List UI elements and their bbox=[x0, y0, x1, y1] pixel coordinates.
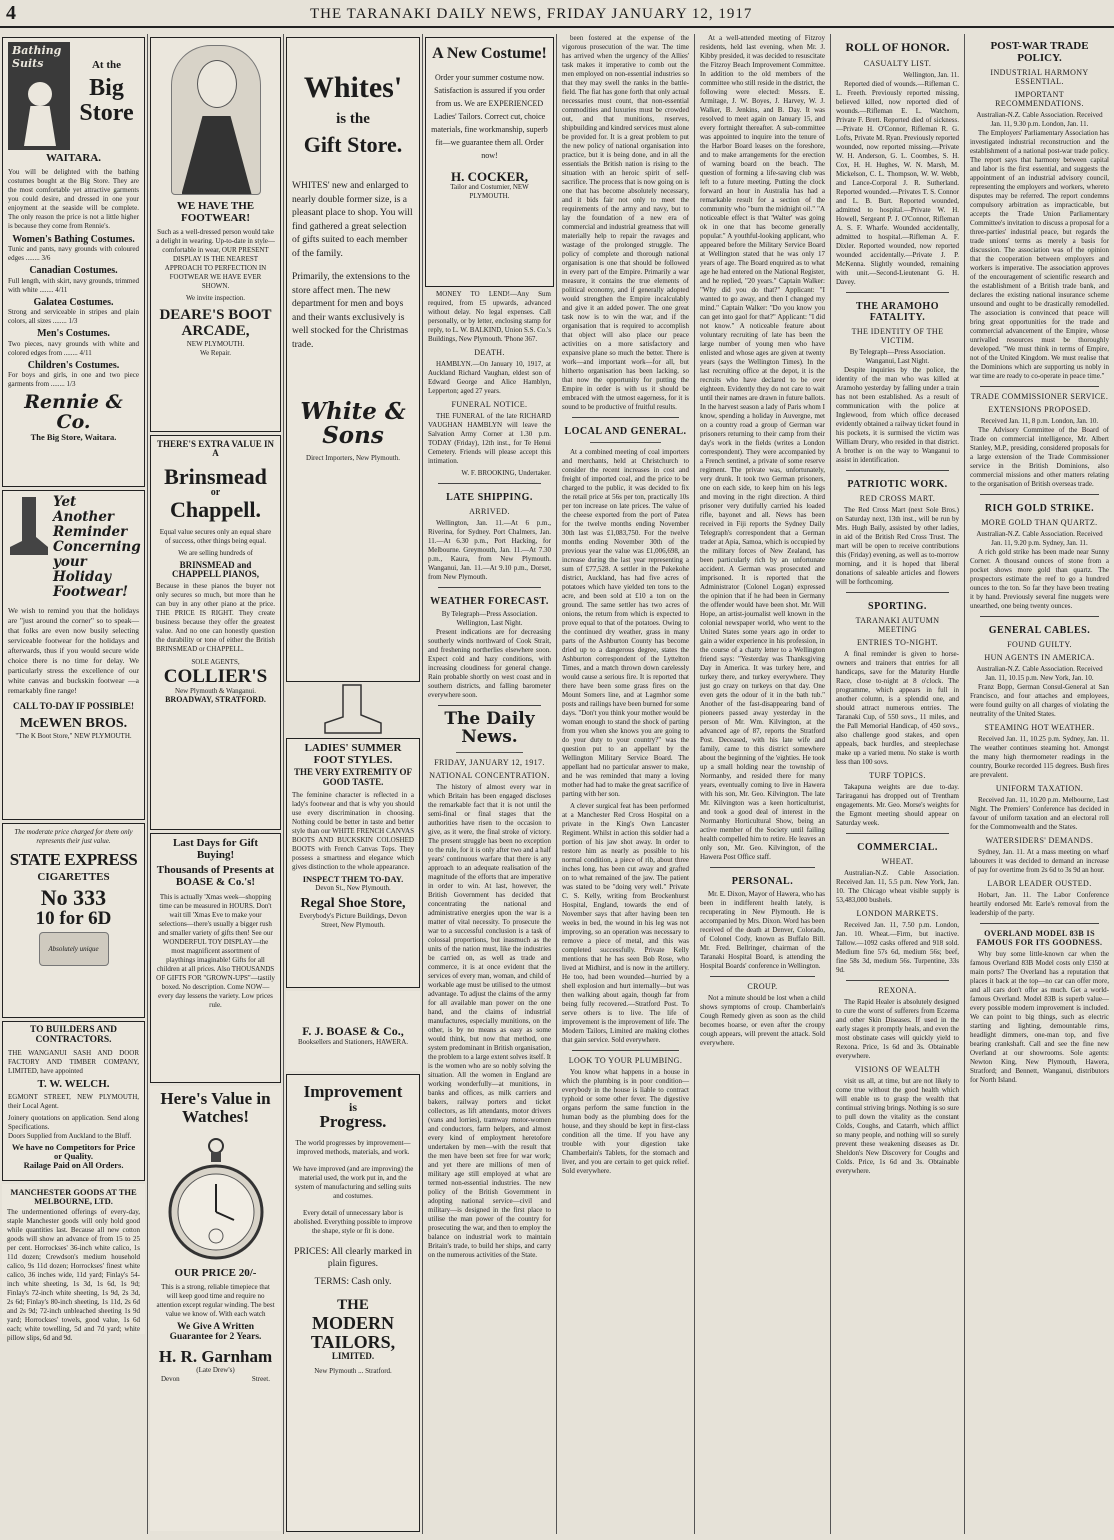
commercial-heading: COMMERCIAL. bbox=[857, 842, 938, 853]
visions-text: visit us all, at time, but are not likely to come true without the good health which will enable us to grasp the wealth that continual striving brings. Nothing is so sure to pull down the vitality as the constant Colds, Coughs, and Catarrh, which afflict so many people, and nothing will so surely prevent these weakening diseases as Dr. Sheldon's New Discovery for Coughs and Colds. Price, 1s 6d and 3s. Obtainable everywhere. bbox=[836, 1077, 959, 1175]
state-express-product: CIGARETTES bbox=[37, 870, 110, 883]
welch-advertisement bbox=[2, 1021, 145, 1181]
or-text: or bbox=[210, 486, 221, 498]
state-express-number: No 333 bbox=[40, 885, 107, 911]
commissioner-heading: TRADE COMMISSIONER SERVICE. bbox=[970, 392, 1109, 401]
sporting-heading: SPORTING. bbox=[868, 601, 927, 612]
manchester-title: MANCHESTER GOODS AT THE MELBOURNE, LTD. bbox=[10, 1187, 137, 1206]
pocket-watch-icon bbox=[155, 1134, 276, 1264]
canadian-costumes-title: Canadian Costumes. bbox=[29, 265, 118, 277]
column-3 bbox=[284, 34, 422, 1534]
whites-body2: Primarily, the extensions to the store affect men. The new department for men and boys and their wants exclusively is well stocked for the Christmas trade. bbox=[292, 272, 410, 350]
rennie-brand: Rennie & Co. bbox=[24, 391, 123, 433]
rexona-heading: REXONA. bbox=[878, 986, 917, 995]
plumbing-heading: LOOK TO YOUR PLUMBING. bbox=[568, 1056, 683, 1065]
wheat-text: Australian-N.Z. Cable Association. Received Jan. 11, 5.5 p.m. New York, Jan. 10. The Chicago wheat visible supply is 53,483,000 bushels. bbox=[836, 869, 959, 904]
post-war-text: The Employers' Parliamentary Association has investigated industrial reconstruction and the establishment of a national post-war trade policy. The report says that harmony between capital and labor is the first essential, and suggests the appointment of an industrial advisory council, representing the employers and workers, whereto disputes may be referred. The report condemns compulsory arbitration as impracticable, but accepts the Trade Union Parliamentary Committee's invitation to discuss a proposal for a three-parties' industrial peace, but regards the trade unions' terms as merely a basis for discussion. The association was of the opinion that the cooperation between employers and workers is imperative. The association approves of the encouragement of scientific research and the establishment of a British trade bank, and declares the existing national insurance scheme unsound and ought to be drastically remodelled. The association is convinced that peace will bring great opportunities for the trade and commercial advancement of the Empire, whose unrivalled resources must be thoroughly developed. "We must think in terms of Empire, not of the United Kingdom. We must realise that the Dominions which are supporting us nobly in war time are ready to co-operate in peace time." bbox=[970, 129, 1109, 380]
womens-costumes-text: Tunic and pants, navy grounds with coloured edges ........ 3/6 bbox=[8, 245, 139, 263]
deare-headline: WE HAVE THE FOOTWEAR! bbox=[176, 200, 255, 224]
casualty-heading: CASUALTY LIST. bbox=[863, 59, 932, 68]
weather-text: Present indications are for decreasing southerly winds northward of Cook Strait, and freshening northerlies elsewhere soon. Expect cold and hazy conditions, with increasing cloudiness for general change. Rain probable shortly on west coast and in southern districts, and falling barometer everywhere soon. bbox=[428, 628, 551, 699]
column-5-text bbox=[557, 34, 694, 1176]
daily-news-nameplate: The Daily News. bbox=[444, 709, 535, 747]
found-guilty-text: Franz Bopp, German Consul-General at San Francisco, and four attaches and employees, were found guilty on all charges of violating the neutrality of the United States. bbox=[970, 683, 1109, 718]
funeral-heading: FUNERAL NOTICE. bbox=[451, 400, 528, 409]
bather-illustration bbox=[8, 42, 70, 150]
boase-body: This is actually 'Xmas week—shopping time can be measured in HOURS. Don't wait till 'Xmas Eve to make your selections—there's usually a bigger rush and smaller variety of gifts then! See our WONDERFUL TOY DISPLAY—the most magnificent assortment of playthings imaginable! Gifts for all children at all prices. Also THOUSANDS OF GIFTS FOR "GROWN-UPS"—tastily boxed. No description. Come NOW—every day lessens the variety. Low prices rule. bbox=[156, 893, 275, 1010]
wheat-heading: WHEAT. bbox=[881, 857, 914, 866]
welch-line2: Doors Supplied from Auckland to the Bluff. bbox=[8, 1132, 132, 1141]
gold-strike-heading: RICH GOLD STRIKE. bbox=[984, 503, 1095, 514]
boase-gift-advertisement bbox=[150, 833, 281, 1083]
regal-brand-sub: Everybody's Picture Buildings, Devon Street, New Plymouth. bbox=[299, 911, 407, 929]
patriotic-heading: PATRIOTIC WORK. bbox=[847, 479, 948, 490]
whites-gift-store: Gift Store. bbox=[303, 132, 403, 158]
overland-heading: OVERLAND MODEL 83B IS FAMOUS FOR ITS GOODNESS. bbox=[976, 929, 1103, 947]
post-war-heading: POST-WAR TRADE POLICY. bbox=[990, 40, 1089, 64]
mcewen-headline: Yet Another Reminder Concerning your Holiday Footwear! bbox=[53, 494, 141, 600]
death-heading: DEATH. bbox=[474, 348, 505, 357]
cocker-brand: H. COCKER, bbox=[451, 168, 528, 184]
modern-tailors-advertisement bbox=[286, 1074, 420, 1532]
funeral-signature: W. F. BROOKING, Undertaker. bbox=[461, 469, 551, 477]
childrens-costumes-title: Children's Costumes. bbox=[27, 359, 120, 371]
editorial-continuation: been fostered at the expense of the vigorous prosecution of the war. The time has arrived when the urgency of the Allies' task makes it imperative to comb out the men employed on non-essential industries so that they may swell the ranks in the battle-field. The fiat has gone forth that only actual necessaries must count, that non-essential commodities and luxuries must be crowded out, and that munitions, reserves, shipbuilding and kindred services must alone be provided for. It is a great problem to put the new policy of national organisation into practice, but it is being done, and in all the essentials the British nation is rising to the situation with an heroic spirit of self-sacrifice. The process that is now going on is one that has become absolutely necessary, and it bids fair not only to meet the requirements of the army and navy, but to lay the foundation of a new era of commercial and industrial greatness that will materially help to repair the ravages and wastage of the prolonged struggle. The policy of complete and thorough national organisation is one that should be followed in every part of the Empire. Primarily a war measure, it contains the true elements of political economy, and if generally adopted would strengthen the Empire incalculably and give it an added power. The one great task now is to win the war, and if the organisation that is required to accomplish that object will also place our peace activities on a more satisfactory and expansive plane so much the better. There is work—and important work—for all, but hitherto organisation has been lacking, so that now the opportunity for putting the Empire in order is with us it should be embraced with the utmost eagerness, for it is sound to be productive of fruitful results. bbox=[562, 34, 689, 411]
garnham-body: This is a strong, reliable timepiece that will keep good time and require no attention except regular winding. The best value we know of. With each watch bbox=[156, 1283, 275, 1319]
mens-costumes-text: Two pieces, navy grounds with white and colored edges from ........ 4/11 bbox=[8, 339, 139, 357]
mcewen-brand-sub: "The K Boot Store," NEW PLYMOUTH. bbox=[15, 732, 132, 741]
cocker-body: Order your summer costume now. Satisfaction is assured if you order from us. We are EXPERIENCED Ladies' Tailors. Correct cut, choice materials, fine workmanship, superb fit—we guarantee them all. Order now! bbox=[431, 72, 548, 160]
whites-advertisement bbox=[286, 37, 420, 682]
funeral-notice: THE FUNERAL of the late RICHARD VAUGHAN HAMBLYN will leave the Salvation Army Corner at 1.30 p.m. TODAY (Friday), 12th inst., for Te Henui Cemetery. Friends will please accept this intimation. bbox=[428, 412, 551, 465]
column-7-text bbox=[831, 40, 964, 1176]
manchester-body: The undermentioned offerings of every-day, staple Manchester goods will only hold good while quantities last. Because all new cotton goods will show an advance of from 15 to 25 per cent. Horrockses' 36-inch white calico, 1s 11d dozen; Crewdson's medium household calico, 9s 11d dozen; Horrockses' finest white calico, 36 inches wide, 11d yard; Finlay's 54-inch white sheeting, 1s 3d, 1s 6d, 1s 9d; Finlay's 72-inch white sheeting, 1s 9d, 2s 3d, 2s 6d; Finlay's 80-inch sheeting, 1s 11d, 2s 6d and 2s 9d; 72-inch unbleached sheeting 1s 9d yard; Horrockses' towels, good value, 1s 6d each; white towelling, 5d and 7d yard; white pillow slips, 6d and 9d. bbox=[7, 1207, 140, 1342]
found-guilty-heading: FOUND GUILTY. bbox=[1007, 640, 1072, 649]
modern-the: THE bbox=[337, 1297, 369, 1314]
commissioner-subheading: EXTENSIONS PROPOSED. bbox=[988, 405, 1091, 414]
regal-inspect: INSPECT THEM TO-DAY. bbox=[302, 873, 404, 884]
cocker-headline: A New Costume! bbox=[432, 45, 547, 62]
collier-addr2: BROADWAY, STRATFORD. bbox=[165, 695, 266, 705]
garnham-address-right: Street. bbox=[251, 1375, 270, 1384]
garnham-address-left: Devon bbox=[161, 1375, 180, 1384]
bathing-suits-heading: Bathing Suits bbox=[12, 44, 62, 70]
garnham-brand: H. R. Garnham bbox=[158, 1347, 273, 1367]
commissioner-byline: Received Jan. 11, 8 p.m. London, Jan. 10. bbox=[980, 417, 1099, 425]
welch-agent: T. W. WELCH. bbox=[37, 1077, 110, 1090]
garnham-price: OUR PRICE 20/- bbox=[174, 1266, 257, 1279]
turf-topics-heading: TURF TOPICS. bbox=[869, 771, 926, 780]
local-general-text: At a combined meeting of coal importers and merchants, held at Christchurch to consider the recent increases in cost and freight of imported coal, and the price to be charged to the public, it was decided to fix the retail price at 56s per ton, practically 10s per ton increase on late prices. The value of the cheese exported from the port of Patea for the twelve months ending November 30th last was £1,083,750. For the twelve months ending November 30th of the previous year the value was £1,006,698, an increase during the last year representing a sum of £77,528. A settler in the Pukekohe district, Auckland, has had five acres of potatoes which have yielded ten tons to the acre, and been sold at £10 a ton on the ground. The same settler has two acres of onions, the return from which is expected to prove equal to that of the potatoes. Owing to the continued dry weather, grass in many parts of the Ashburton County has become dried up to a dangerous degree, states the Ashburton correspondent of the Lyttelton Times, and a match thrown down carelessly would cause a serious fire. It is reported that there have been some grass fires on the Mount Somers line, and at Lagmhor some posts and railings have been burned for some days. "Don't you think your mother would be woman enough to stand the shock of parting from you when she knows you are going to do your duty to your country?" was the question put to an appellant by the Wellington Military Service Board. The appellant had no particular answer to make, and he was reminded that many a loving mother had had to make the great sacrifice of parting with her son. bbox=[562, 448, 689, 798]
white-and-sons-brand: White & Sons bbox=[300, 398, 406, 450]
red-cross-heading: RED CROSS MART. bbox=[859, 494, 936, 503]
editorial-heading: NATIONAL CONCENTRATION. bbox=[429, 770, 550, 780]
deare-repair: We Repair. bbox=[200, 348, 231, 357]
column-8 bbox=[965, 34, 1114, 1534]
welch-line3: We have no Competitors for Price or Quality. bbox=[11, 1142, 136, 1162]
is-text: is bbox=[348, 1099, 357, 1114]
rennie-advertisement bbox=[2, 37, 145, 487]
casualty-text: Reported died of wounds.—Rifleman C. L. Freeth. Previously reported missing, believed killed, now reported died of wounds.—Rifleman E. L. Watchorn, Private F. Brett. Reported died of sickness.—Private H. O'Connor, Rifleman R. G. Lofts, Private M. Ryan. Previously reported wounded, now reported missing.—Private W. H. Anderson, G. L. Coombes, S. H. Cox, H. H. Hughes, W. N. Marsh, M. Mickelson, C. L. Thompson, W. W. Webb, and Lance-Corporal J. R. Sutherland. Reported wounded.—Privates T. S. Connor and L. B. Burt. Reported wounded, admitted to hospital.—Private W. H. Howell, Sergeant P. J. O'Connor, Rifleman A. S. F. Wharfe. Wounded accidentally, admitted to hospital.—Rifleman A. F. Dixler. Reported wounded, now reported wounded accidentally.—Private J. P. McKenna. Slightly wounded, remaining with unit.—Second-Lieutenant G. H. Davey. bbox=[836, 80, 959, 286]
collier-body3: Because in these pianos the buyer not only secures so much, but more than he can buy in any other piano at the price. THE PRICE IS RIGHT. They create business because they offer the greatest value. And no one can honestly question the durability or tone of either the British BRINSMEAD or CHAPPELL. bbox=[156, 582, 275, 654]
mcewen-call: CALL TO-DAY IF POSSIBLE! bbox=[13, 701, 134, 711]
mcewen-body: We wish to remind you that the holidays are "just around the corner" so to speak—that folks are even now busily selecting serviceable footwear for the holidays and afterwards, thus if you would secure wide choice there is no time for delay. We particularly stress the excellence of our white canvas and buckskin footwear —a remarkably fine range! bbox=[8, 606, 139, 695]
london-markets-text: Received Jan. 11, 7.50 p.m. London, Jan. 10. Wheat.—Firm, but inactive. Tallow.—1092 casks offered and 918 sold. Medium fine 57s 6d, medium 56s; beef, fine 58s 3d, medium 56s. Turpentine, 33s 9d. bbox=[836, 921, 959, 974]
local-general-text-2: A clever surgical feat has been performed at a Manchester Red Cross Hospital on a private in the King's Own Lancaster Regiment. Whilst in action this soldier had a portion of his jaw shot away. In order to restore him as nearly as possible to his normal condition, a piece of rib, about three inches long, has been cut away and grafted on to what remained of the jaw. The patient was stated to be "doing very well." Private C. S. Kelly, writing from Brockenhurst Hospital, England, towards the end of November says that after having been ten weeks in bed, the wound in his leg was not improving, so an operation was necessary to remove a piece of metal, and this was completed successfully. Private Kelly mentions that he has seen Bob Rose, who lived at Midhirst, and is now in the artillery. He too, had been wounded—hurried by a shell explosion and hurt internally—but was then walking about again, though far from being fully recovered.—Stratford Post. To serve others is to live. The life of improvement is the improvement of life. The Modern Tailors, Limited are making clothes that gain service. Sold everywhere. bbox=[562, 802, 689, 1044]
mcewen-brand: McEWEN BROS. bbox=[19, 716, 128, 732]
cocker-sub: Tailor and Costumier, NEW PLYMOUTH. bbox=[450, 183, 529, 201]
regal-headline: LADIES' SUMMER FOOT STYLES. bbox=[304, 742, 402, 766]
manchester-advertisement bbox=[2, 1184, 145, 1342]
collier-body1: Equal value secures only an equal share of success, other things being equal. bbox=[159, 527, 272, 545]
boase-brand-sub: Booksellers and Stationers, HAWERA. bbox=[297, 1037, 409, 1046]
autumn-meeting-heading: TARANAKI AUTUMN MEETING bbox=[855, 616, 940, 634]
regal-addr: Devon St., New Plymouth. bbox=[315, 883, 391, 892]
modern-prices: PRICES: All clearly marked in plain figures. bbox=[294, 1247, 412, 1270]
welch-address: EGMONT STREET, NEW PLYMOUTH, their Local Agent. bbox=[8, 1093, 139, 1111]
sporting-text: A final reminder is given to horse-owners and trainers that entries for all handicaps, save for the Maturity Hurdle Race, close to-night at 8 o'clock. The programme, which appears in full in another column, is a splendid one, and should attract numerous entries. The Taranaki Cup, of 550 sovs., 11 miles, and the Pall Memorial Handicap, of 450 sovs., also challenge good stakes, and open appeals, back hurdles, and steeplechase make up a varied menu. No stake is worth less than 100 sovs. bbox=[836, 650, 959, 766]
collier-pianos: BRINSMEAD and CHAPPELL PIANOS, bbox=[171, 559, 259, 579]
mens-costumes-title: Men's Costumes. bbox=[37, 328, 110, 340]
death-notice: HAMBLYN.—On January 10, 1917, at Auckland Richard Vaughan, eldest son of Edward George and Alice Hamblyn, Lepperton; aged 27 years. bbox=[428, 360, 551, 395]
aramoho-byline: By Telegraph—Press Association. Wanganui, Last Night. bbox=[849, 348, 946, 365]
column-8-text bbox=[965, 40, 1114, 1085]
aramoho-text: Despite inquiries by the police, the identity of the man who was killed at Aramoho yesterday by falling under a train has not been established. As a result of communication with the police at Inglewood, from which office deceased evidently obtained a railway ticket found in his pockets, it is surmised the victim was William Drury, who resided in that district. A brother is on the way to Wanganui to assist in identification. bbox=[836, 366, 959, 464]
gold-strike-text: A rich gold strike has been made near Sunny Corner. A thousand ounces of stone from a pocket shows more gold than quartz. The prospectors estimate the reef to go a hundred ounces to the ton. So far they have been treating it by hand. Previously several fine nuggets were unearthed, one being twenty ounces. bbox=[970, 548, 1109, 610]
money-lending-notice: MONEY TO LEND!—Any Sum required, from £5 upwards, advanced without delay. No legal expenses. Call personally, or by letter, enclosing stamp for reply, to L. W. BALKIND, Union S.S. Co.'s Buildings, New Plymouth. 'Phone 367. bbox=[428, 290, 551, 343]
newspaper-title: THE TARANAKI DAILY NEWS, FRIDAY JANUARY 12, 1917 bbox=[310, 6, 753, 22]
garnham-guarantee: We Give A Written Guarantee for 2 Years. bbox=[169, 1322, 262, 1343]
london-markets-heading: LONDON MARKETS. bbox=[856, 909, 939, 918]
mcewen-advertisement bbox=[2, 490, 145, 820]
deare-advertisement bbox=[150, 37, 281, 432]
whites-brand: Whites' bbox=[303, 71, 403, 104]
cigarette-pack-illustration bbox=[39, 932, 109, 966]
collier-body2: We are selling hundreds of bbox=[178, 548, 253, 557]
watersiders-heading: WATERSIDERS' DEMANDS. bbox=[985, 836, 1094, 845]
state-express-footer: Absolutely unique bbox=[48, 944, 99, 953]
visions-heading: VISIONS OF WEALTH bbox=[854, 1065, 941, 1074]
modern-limited: LIMITED. bbox=[331, 1350, 375, 1361]
modern-body3: Every detail of unnecessary labor is abolished. Everything possible to improve the shape, style or fit is done. bbox=[293, 1209, 413, 1236]
waitara-text: WAITARA. bbox=[45, 152, 102, 164]
local-general-heading: LOCAL AND GENERAL. bbox=[564, 426, 687, 437]
aramoho-subheading: THE IDENTITY OF THE VICTIM. bbox=[851, 327, 944, 345]
welch-line4: Railage Paid on All Orders. bbox=[23, 1160, 124, 1171]
column-5 bbox=[557, 34, 694, 1534]
masthead bbox=[0, 0, 1114, 28]
childrens-costumes-text: For boys and girls, in one and two piece garments from ........ 1/3 bbox=[8, 371, 139, 389]
state-express-price: 10 for 6D bbox=[35, 908, 112, 930]
column-1 bbox=[0, 34, 147, 1534]
rennie-intro: You will be delighted with the bathing costumes bought at the Big Store. They are the most comfortable yet attractive garments you could desire, and dressed in one your enjoyment at the seaside will be complete. The only reason the price is not a little higher is because they come from Rennie's. bbox=[8, 167, 139, 230]
croup-text: Not a minute should be lost when a child shows symptoms of croup. Chamberlain's Cough Remedy given as soon as the child becomes hoarse, or even after the croupy cough appears, will prevent the attack. Sold everywhere. bbox=[700, 994, 825, 1047]
brinsmead-heading: Brinsmead bbox=[164, 463, 267, 489]
gold-strike-subheading: MORE GOLD THAN QUARTZ. bbox=[981, 518, 1098, 527]
plumbing-text: You know what happens in a house in which the plumbing is in poor condition—everybody in the house is liable to contract typhoid or some other fever. The digestive organs perform the same function in the human body as the plumbing does for the house, and they should be kept in first-class condition all the time. If you have any trouble with your digestion take Chamberlain's Tablets, for the stomach and liver, and you are certain to get quick relief. Sold everywhere. bbox=[562, 1068, 689, 1175]
page-number: 4 bbox=[6, 2, 16, 24]
galatea-costumes-title: Galatea Costumes. bbox=[33, 296, 114, 308]
whites-body1: WHITES' new and enlarged to nearly double former size, is a pleasant place to shop. You will find gathered a great selection of gifts suited to each member of the family. bbox=[292, 181, 413, 259]
boase-name-block bbox=[286, 991, 420, 1071]
column-6 bbox=[695, 34, 830, 1534]
deare-brand: DEARE'S BOOT ARCADE, bbox=[159, 307, 272, 339]
column-7 bbox=[831, 34, 964, 1534]
collier-top: THERE'S EXTRA VALUE IN A bbox=[157, 439, 274, 459]
state-express-brand: STATE EXPRESS bbox=[9, 850, 138, 869]
found-guilty-byline: Australian-N.Z. Cable Association. Received Jan. 11, 10.15 p.m. New York, Jan. 10. bbox=[976, 665, 1103, 682]
post-war-sub2: IMPORTANT RECOMMENDATIONS. bbox=[995, 90, 1084, 108]
welch-company: THE WANGANUI SASH AND DOOR FACTORY AND TIMBER COMPANY, LIMITED, have appointed bbox=[8, 1048, 139, 1075]
entries-heading: ENTRIES TO-NIGHT. bbox=[856, 638, 938, 647]
boase-headline: Last Days for Gift Buying! bbox=[172, 837, 259, 861]
personal-heading: PERSONAL. bbox=[731, 876, 794, 887]
regal-sub: THE VERY EXTREMITY OF GOOD TASTE. bbox=[293, 767, 413, 787]
womens-costumes-title: Women's Bathing Costumes. bbox=[12, 233, 135, 245]
hun-agents-heading: HUN AGENTS IN AMERICA. bbox=[984, 653, 1095, 662]
weather-byline: By Telegraph—Press Association. Wellington, Last Night. bbox=[441, 610, 538, 627]
general-cables-heading: GENERAL CABLES. bbox=[988, 625, 1091, 636]
garnham-brand-sub: (Late Drew's) bbox=[196, 1366, 235, 1375]
modern-addr: New Plymouth ... Stratford. bbox=[314, 1367, 392, 1376]
labor-leader-text: Hobart, Jan. 11. The Labor Conference heartily endorsed Mr. Earle's removal from the leadership of the party. bbox=[970, 891, 1109, 917]
regal-body: The feminine character is reflected in a lady's footwear and that is why you should use every discrimination in choosing. Nothing could be better in taste and better style than our WHITE FRENCH CANVAS BOOTS AND BUCKSKIN COLOSHED BOOTS with French Canvas Tops. They possess a smartness and elegance which gives distinction to the whole appearance. bbox=[292, 790, 414, 871]
uniform-taxation-heading: UNIFORM TAXATION. bbox=[995, 784, 1084, 793]
commissioner-text: The Advisory Committee of the Board of Trade on commercial intelligence, Mr. Albert Stanley, M.P., presiding, considered proposals for a large extension of the Trade Commissioner service in the British Dominions, also commercial missions and other matters relating to the organisation of British overseas trade. bbox=[970, 426, 1109, 488]
personal-text: Mr. E. Dixon, Mayor of Hawera, who has been in indifferent health lately, is recuperating in New Plymouth. He is accompanied by Mrs. Dixon. Word has been received of the death at Denver, Colorado, of Colonel Cody, known as Buffalo Bill. Mr. Fred. Bellringer, chairman of the Taranaki Hospital Board, is attending the Hospital Boards' conference in Wellington. bbox=[700, 890, 825, 970]
deare-invite: We invite inspection. bbox=[185, 294, 246, 303]
boase-sub: Thousands of Presents at BOASE & Co.'s! bbox=[156, 864, 275, 888]
whites-is-the: is the bbox=[336, 110, 370, 127]
aramoho-heading: THE ARAMOHO FATALITY. bbox=[855, 301, 939, 323]
watersiders-text: Sydney, Jan. 11. At a mass meeting on wharf labourers it was decided to demand an increase of pay for overtime from 2s 6d to 3s 9d an hour. bbox=[970, 848, 1109, 874]
uniform-taxation-text: Received Jan. 11, 10.20 p.m. Melbourne, Last Night. The Premiers' Conference has decided in favour of uniform taxation and an electoral roll for the Commonwealth and the States. bbox=[970, 796, 1109, 831]
modern-brand: MODERN TAILORS, bbox=[310, 1313, 396, 1352]
improvement-heading: Improvement bbox=[303, 1082, 403, 1101]
editorial-text: The history of almost every war in which Britain has been engaged discloses the remarkable fact that it is not until the semi-final or final stages that the authorities have risen to the occasion to give, as it were, the final stroke of victory. The present struggle has been no exception to the rule, for it is only after two and a half years' continuous warfare that there is any approach to an adequate realisation of the magnitude of the efforts that are imperative in order to win. At last, however, the British Government has decided that concentrating the national and administrative energies upon the war is a matter of vital necessity. To prosecute the war to a successful conclusion is a task of colossal proportions, but inasmuch as the units of the nation must, like the industries be carried on, as well as trade and commerce, it is at once evident that the services of every man, woman, and child of workable age must be utilised to the utmost advantage. To adjust the claims of the army for all available man power on the one hand, and the claims of industrial manufactures, especially munitions, on the other, is by no means as easy as some would think, but now that method, one system predominant in British organisation, the problem to a large extent solves itself. It is the women who are so nobly solving the situation. All the women in England are working wonderfully—at munitions, in banks and offices, as milk carriers and bakers, railway porters and ticket collectors, as lift attendants, motor drivers (vans and lorries), tramway motor-women and conductors, farm helpers, and almost every kind of employment heretofore undertaken by men—with the result that the men have been set free for war work; and yet there are millions of men of military age still employed at what are termed non-essential industries. The new policy of the British Government in adopting national service—civil and military—is designed in the first place to utilise the man power of the country for prosecuting the war, and then to employ the balance on industrial work to maintain Britain's trade, to build her ships, and carry on the numerous activities of the State. bbox=[428, 782, 551, 1259]
arrived-heading: ARRIVED. bbox=[469, 507, 510, 516]
modern-terms: TERMS: Cash only. bbox=[314, 1277, 392, 1288]
steaming-text: Received Jan. 11, 10.25 p.m. Sydney, Jan. 11. The weather continues steaming hot. Amongst the many high thermometer readings in the country, Bourke recorded 115 degrees. Bush fires are prevalent. bbox=[970, 735, 1109, 779]
garnham-address bbox=[155, 1375, 276, 1384]
deare-body: Such as a well-dressed person would take a delight in wearing. Up-to-date in style—comfortable in wear, OUR PRESENT DISPLAY IS THE NEAREST APPROACH TO PERFECTION IN FOOTWEAR WE HAVE EVER SHOWN. bbox=[156, 228, 275, 291]
chappell-heading: Chappell. bbox=[169, 497, 262, 523]
post-war-sub1: INDUSTRIAL HARMONY ESSENTIAL. bbox=[990, 68, 1089, 86]
modern-body1: The world progresses by improvement—improved methods, materials, and work. bbox=[295, 1139, 411, 1157]
state-express-advertisement bbox=[2, 823, 145, 1018]
column-4 bbox=[423, 34, 556, 1534]
late-shipping-heading: LATE SHIPPING. bbox=[446, 492, 533, 503]
collier-advertisement bbox=[150, 435, 281, 830]
collier-addr1: New Plymouth & Wanganui. bbox=[175, 687, 256, 696]
column-2 bbox=[148, 34, 283, 1534]
labor-leader-heading: LABOR LEADER OUSTED. bbox=[987, 879, 1092, 888]
progress-heading: Progress. bbox=[319, 1112, 387, 1132]
boot-icon bbox=[8, 495, 50, 557]
whites-sub: Direct Importers, New Plymouth. bbox=[306, 453, 400, 462]
deare-brand-sub: NEW PLYMOUTH. bbox=[186, 339, 245, 348]
boase-brand: F. J. BOASE & Co., bbox=[302, 1024, 404, 1038]
welch-line1: Joinery quotations on application. Send along Specifications. bbox=[8, 1114, 139, 1132]
at-the-text: At the bbox=[91, 59, 122, 71]
overland-text: Why buy some little-known car when the famous Overland 83B Model costs only £350 at main ports? The Overland has a reputation that places it back at the top—no car can offer more, and all cars don't offer as much. Get a world-famous Overland. Model 83B is superb value—every possible modern improvement is included. We can point to big things, such as electric starting and lighting, demountable rims, headlight dimmers, one-man top, and five bearing crankshaft. Call and see the fine new Overland at our showrooms. Sole agents: Newton King, New Plymouth, Hawera, Stratford; and Bennett, Wanganui, distributors for North Island. bbox=[970, 950, 1109, 1084]
regal-advertisement bbox=[286, 738, 420, 988]
modern-body2: We have improved (and are improving) the material used, the work put in, and the system of manufacturing and selling suits and costumes. bbox=[292, 1165, 414, 1201]
paper-date: FRIDAY, JANUARY 12, 1917. bbox=[434, 757, 545, 767]
welch-title: TO BUILDERS AND CONTRACTORS. bbox=[30, 1025, 117, 1045]
rexona-text: The Rapid Healer is absolutely designed to cure the worst of sufferers from Eczema and other Skin Diseases. If used in the early stages it promptly heals, and even the most obstinate cases will quickly yield to Rexona. Price, 1s 6d and 3s. Obtainable everywhere. bbox=[836, 998, 959, 1060]
roll-of-honor-heading: ROLL OF HONOR. bbox=[845, 40, 950, 54]
galatea-costumes-text: Strong and serviceable in stripes and plain colors, all sizes ........ 1/3 bbox=[8, 308, 139, 326]
rennie-brand-sub: The Big Store, Waitara. bbox=[30, 431, 117, 442]
state-express-top: The moderate price charged for them only represents their just value. bbox=[14, 828, 133, 845]
canadian-costumes-text: Full length, with skirt, navy grounds, trimmed with white ........ 4/11 bbox=[8, 276, 139, 294]
post-war-byline: Australian-N.Z. Cable Association. Received Jan. 11, 9.30 p.m. London, Jan. 11. bbox=[976, 111, 1103, 128]
column-6-text bbox=[695, 34, 830, 1048]
column-4-text bbox=[423, 290, 556, 1260]
cocker-advertisement bbox=[425, 37, 554, 287]
garnham-headline: Here's Value in Watches! bbox=[160, 1089, 271, 1126]
casualty-byline: Wellington, Jan. 11. bbox=[903, 71, 959, 79]
croup-heading: CROUP. bbox=[747, 982, 778, 991]
collier-agents: SOLE AGENTS, bbox=[191, 658, 240, 667]
ladies-boot-icon bbox=[284, 685, 422, 735]
gentleman-illustration bbox=[171, 45, 261, 195]
red-cross-text: The Red Cross Mart (next Sole Bros.) on Saturday next, 13th inst., will be run by Mrs. Hugh Baily, assisted by other ladies, in aid of the British Red Cross Trust. The mart will be open to receive contributions this (Friday) evening, as well as to-morrow morning, and it is hoped that liberal donations of saleable articles and flowers will be forthcoming. bbox=[836, 506, 959, 586]
garnham-advertisement bbox=[150, 1086, 281, 1531]
shipping-text: Wellington, Jan. 11.—At 6 p.m., Riverina, for Sydney. Port Chalmers, Jan. 11.—At 6.30 p.m., Port Hacking, for Melbourne. Greymouth, Jan. 11.—At 7.30 p.m., Kaura, from New Plymouth. Wanganui, Jan. 11.—At 9.10 p.m., Dorset, from New Plymouth. bbox=[428, 519, 551, 581]
turf-topics-text: Takapuna weights are due to-day. Tariraganui has dropped out of Trentham engagements. Mr. Geo. Morse's weights for the Egmont meeting should appear on Saturday week. bbox=[836, 783, 959, 827]
collier-brand: COLLIER'S bbox=[163, 666, 268, 688]
gold-strike-byline: Australian-N.Z. Cable Association. Received Jan. 11, 9.20 p.m. Sydney, Jan. 11. bbox=[976, 530, 1103, 547]
fitzroy-text: At a well-attended meeting of Fitzroy residents, held last evening, when Mr. J. Kibby presided, it was decided to resuscitate the Fitzroy Beach Improvement Committee. In addition to the old members of the committee who still reside in the district, the following were elected: Messrs. E. Armitage, J. W. Boyes, J. Harvey, W. J. Walker, B. Jenkins, and B. Day. It was resolved to meet again on January 15, and every fortnight thereafter. A sub-committee was appointed to inquire into the tenure of the Harbor Board leases on the foreshore, and to make arrangements for the erection of warning board on the beach. The question of forming a life-saving club was left to a future meeting. Putting the clock forward an hour in Australia has had a remarkable result for a section of the community who "burn the midnight oil." "A noticeable effect is that 'Walter' was going ok in one that has become generally popular." A youthful-looking applicant, who appeared before the Military Service Board at Wellington stated that he was only 17 years of age. The Board enquired as to what age he had entered on the National Register, and he replied, "20 years." Captain Walker: "Why did you do that?" Applicant: "I wanted to go away, and then I changed my mind." Captain Walker: "Do you know you can get into gaol for that?" Applicant: "I did not know." A noticeable feature about voluntary recruiting of late has been the large number of young men who have enlisted and whose ages are given at twenty years (says the Wellington Times). In the last recruiting office at the depot, it is the recruits who have declared to be over eighteen. Evidently they do not care to wait until their names are drawn in future ballots. In the harvest season a lady of Paris whom I know, spending a holiday in Auvergne, met on a country road a group of German war prisoners returning to their camp from their day's work in the fields (writes a London correspondent). They were accompanied by a French sentinel, a private of some reserve regiment. The private was, unfortunately, very drunk. It took two German prisoners, one on each side, to keep him on his legs and moving in the right direction. A third prisoner very dutifully carried his loaded rifle, bayonet and all. News has been received in Fiji reports the Sydney Daily Telegraph's correspondent that a German trader at Apia, Samoa, which is occupied by the military forces of New Zealand, has been particularly rich by an unfortunate accident. A German was prosecuted and imprisoned. It is reported that the Administrator (Colonel Logan) expressed the opinion that if he had been in Germany the offender would have been shot. Mr. Will Hope, an artist-journalist well known in the colonial newspaper world, who went to the United States some years ago in order to gain a wider experience in his profession, in the course of a chatty letter to a Wellington friend says: "Yesterday was Thanksgiving Day in America. It was turkey here, and turkey there, and turkey everywhere. They just go crazy on turkeys on that day. One even gets the odour of it in the bath tub." Another of the fast-disappearing band of pioneers passed away yesterday in the person of Mr. Wm. Kilvington, at the advanced age of 87, reports the Stratford Post. Deceased, with his late wife and family, came to this district somewhere about the beginning of the 'eighties. He took up a small holding near the township of Normanby, and resided there for many years, eventually coming to live in Hawera with his son, Mr. Geo. Kilvington. The late Mr. Kilvington was a keen horticulturist, and took a good deal of interest in the Normanby Horticultural Show, being an active member of the Society until failing health compelled him to retire. He leaves an only son, Mr. Geo. Kilvington, of the Hawera Post Office staff. bbox=[700, 34, 825, 861]
regal-brand: Regal Shoe Store, bbox=[300, 895, 406, 911]
big-store-text: Big Store bbox=[79, 74, 134, 126]
weather-heading: WEATHER FORECAST. bbox=[430, 596, 549, 607]
steaming-heading: STEAMING HOT WEATHER. bbox=[984, 723, 1095, 732]
